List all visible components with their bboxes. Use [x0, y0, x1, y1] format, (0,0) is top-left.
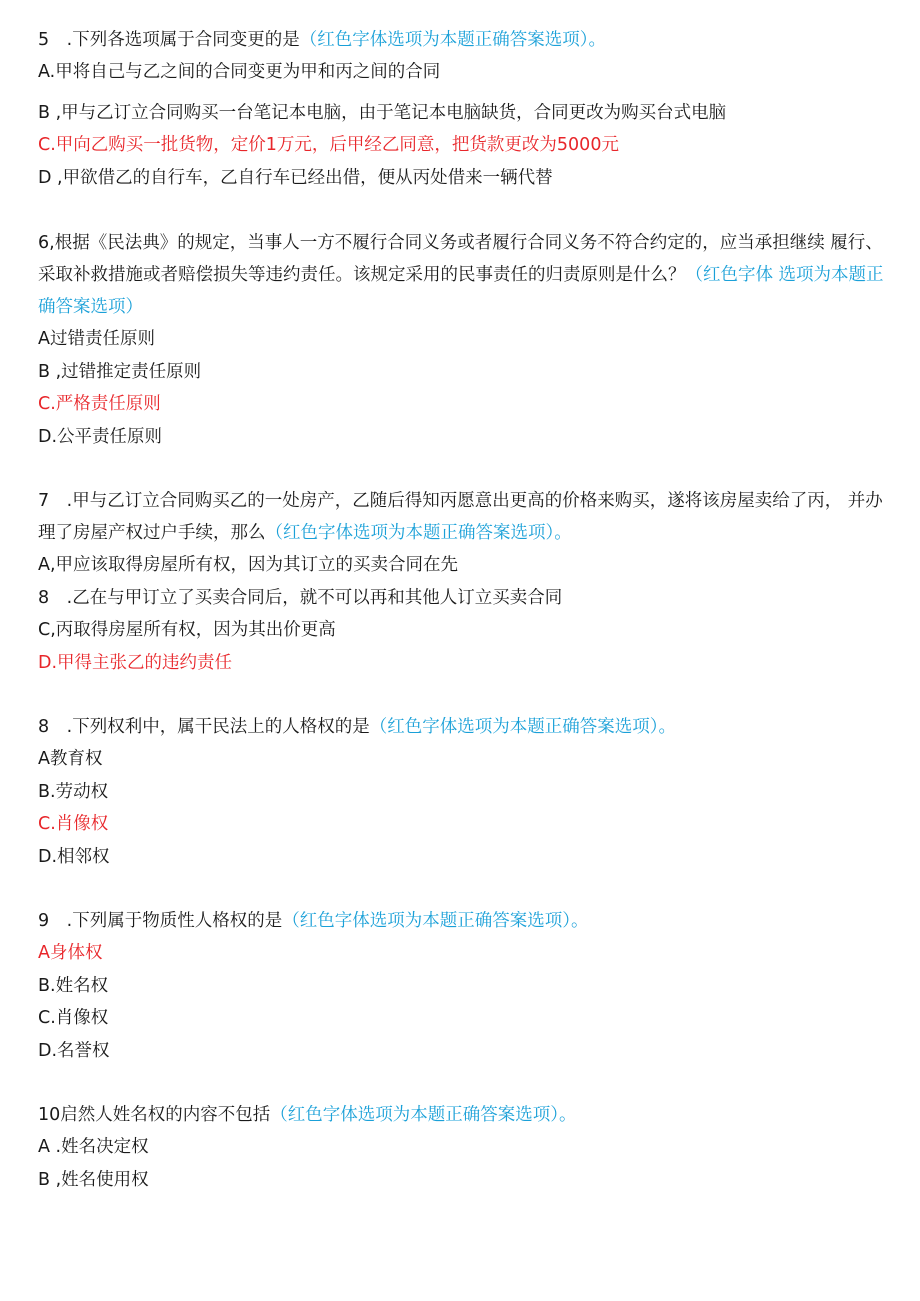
question-7 [38, 485, 890, 679]
question-9 [38, 905, 890, 1067]
option-b: B ,甲与乙订立合同购买一台笔记本电脑，由于笔记本电脑缺货，合同更改为购买台式电脑 [38, 102, 727, 123]
question-stem [38, 711, 890, 743]
option-a: A,甲应该取得房屋所有权，因为其订立的买卖合同在先 [38, 555, 459, 575]
question-stem [38, 1099, 890, 1131]
stem-text: 5 .下列各选项属于合同变更的是 [38, 30, 300, 50]
question-stem [38, 24, 890, 56]
question-stem [38, 227, 890, 323]
option-d: D.相邻权 [38, 846, 110, 867]
stem-text: 8 .下列权利中，属干民法上的人格权的是 [38, 717, 370, 737]
option-d: D ,甲欲借乙的自行车，乙自行车已经出借，便从丙处借来一辆代替 [38, 167, 553, 188]
option-b: B ,姓名使用权 [38, 1169, 149, 1190]
option-c-correct: C.肖像权 [38, 814, 109, 834]
stem-text: 7 .甲与乙订立合同购买乙的一处房产，乙随后得知丙愿意出更高的价格来购买，遂将该房屋卖给了丙， 并办理了房屋产权过户手续，那么 [38, 491, 883, 543]
answer-hint: （红色字体选项为本题正确答案选项）。 [270, 1105, 577, 1125]
option-a: A过错责任原则 [38, 329, 155, 349]
question-stem [38, 485, 890, 549]
option-d-correct: D.甲得主张乙的违约责任 [38, 652, 233, 673]
answer-hint: （红色字体选项为本题正确答案选项）。 [299, 30, 606, 50]
question-10 [38, 1099, 890, 1196]
option-c-correct: C.甲向乙购买一批货物，定价1万元，后甲经乙同意，把货款更改为5000元 [38, 135, 619, 155]
stem-text: 10启然人姓名权的内容不包括 [38, 1105, 271, 1125]
stem-text: 6,根据《民法典》的规定，当事人一方不履行合同义务或者履行合同义务不符合约定的，应当承担继续 履行、采取补救措施或者赔偿损失等违约责任。该规定采用的民事责任的归责原则是什么？ [38, 233, 883, 285]
option-a: A.甲将自己与乙之间的合同变更为甲和丙之间的合同 [38, 62, 441, 82]
question-stem [38, 905, 890, 937]
option-b: B.劳动权 [38, 781, 109, 802]
answer-hint: （红色字体 选项为本题正确答案选项） [38, 265, 884, 317]
answer-hint: （红色字体选项为本题正确答案选项）。 [265, 523, 572, 543]
answer-hint: （红色字体选项为本题正确答案选项）。 [369, 717, 676, 737]
question-6 [38, 227, 890, 453]
option-a: A .姓名决定权 [38, 1137, 149, 1157]
option-b: B ,过错推定责任原则 [38, 361, 202, 382]
option-a-correct: A身体权 [38, 943, 103, 963]
option-c: C.肖像权 [38, 1008, 109, 1028]
option-d: D.名誉权 [38, 1040, 110, 1061]
question-8 [38, 711, 890, 873]
option-b: B.姓名权 [38, 975, 109, 996]
option-c-correct: C.严格责任原则 [38, 394, 161, 414]
stem-text: 9 .下列属于物质性人格权的是 [38, 911, 283, 931]
answer-hint: （红色字体选项为本题正确答案选项）。 [282, 911, 589, 931]
option-c: C,丙取得房屋所有权，因为其出价更高 [38, 620, 336, 640]
option-a: A教育权 [38, 749, 103, 769]
question-5 [38, 24, 890, 194]
option-d: D.公平责任原则 [38, 426, 163, 447]
option-b: 8 .乙在与甲订立了买卖合同后，就不可以再和其他人订立买卖合同 [38, 587, 563, 608]
